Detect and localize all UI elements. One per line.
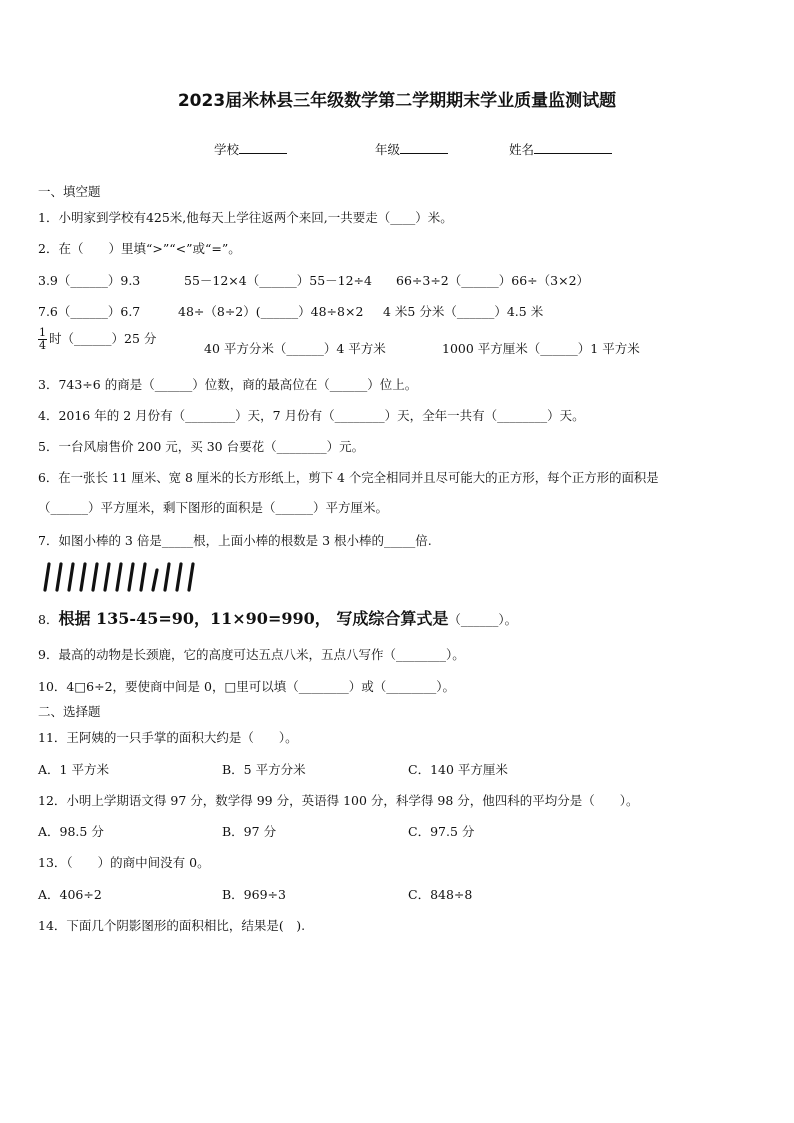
- q2-row2-item-1: 7.6（______）6.7: [38, 304, 141, 319]
- fraction-one-quarter: [38, 327, 47, 352]
- q2-row1-item-3: 66÷3÷2（______）66÷（3×2）: [396, 273, 590, 288]
- q11-option-a[interactable]: A．1 平方米: [38, 762, 109, 777]
- q2-row3-item-2: 40 平方分米（______）4 平方米: [204, 341, 386, 356]
- q2-row3-item-3: 1000 平方厘米（______）1 平方米: [442, 341, 640, 356]
- question-13: 13．（ ）的商中间没有 0。: [38, 855, 210, 870]
- sticks-figure: [38, 560, 208, 594]
- question-10: 10．4□6÷2，要使商中间是 0，□里可以填（________）或（________）。: [38, 679, 456, 694]
- stick: [69, 564, 73, 590]
- question-8-text: 根据 135-45=90，11×90=990， 写成综合算式是: [58, 609, 449, 628]
- q2-row1-item-1: 3.9（______）9.3: [38, 273, 141, 288]
- question-5: 5．一台风扇售价 200 元，买 30 台要花（________）元。: [38, 439, 365, 454]
- question-7: 7．如图小棒的 3 倍是_____根，上面小棒的根数是 3 根小棒的_____倍.: [38, 533, 432, 548]
- name-blank[interactable]: [534, 141, 612, 154]
- school-label: 学校: [214, 142, 240, 157]
- fraction-denominator: 4: [39, 339, 46, 352]
- question-9: 9．最高的动物是长颈鹿，它的高度可达五点八米，五点八写作（________）。: [38, 647, 465, 662]
- stick: [57, 564, 61, 590]
- name-field[interactable]: [509, 140, 612, 158]
- q12-option-a[interactable]: A．98.5 分: [38, 824, 104, 839]
- school-field[interactable]: [214, 140, 287, 158]
- stick: [45, 564, 49, 590]
- question-8-number: 8．: [38, 612, 59, 627]
- q11-option-b[interactable]: B．5 平方分米: [222, 762, 306, 777]
- question-6-line-1: 6．在一张长 11 厘米、宽 8 厘米的长方形纸上，剪下 4 个完全相同并且尽可能大的正方形，每个正方形的面积是: [38, 470, 659, 485]
- stick: [177, 564, 181, 590]
- q12-option-b[interactable]: B．97 分: [222, 824, 277, 839]
- section-fill-in-heading: 一、填空题: [38, 184, 101, 199]
- stick: [189, 564, 193, 590]
- q2-row2-item-3: 4 米5 分米（______）4.5 米: [383, 304, 544, 319]
- question-8: [38, 606, 517, 629]
- question-12: 12．小明上学期语文得 97 分，数学得 99 分，英语得 100 分，科学得 98 分，他四科的平均分是（ ）。: [38, 793, 639, 808]
- grade-blank[interactable]: [400, 141, 448, 154]
- question-14: 14．下面几个阴影图形的面积相比，结果是( ).: [38, 918, 306, 933]
- page-title: 2023届米林县三年级数学第二学期期末学业质量监测试题: [177, 91, 617, 111]
- question-11: 11．王阿姨的一只手掌的面积大约是（ ）。: [38, 730, 298, 745]
- q2-row3-item-1-text: 时（______）25 分: [49, 331, 157, 346]
- grade-field[interactable]: [375, 140, 448, 158]
- question-4: 4．2016 年的 2 月份有（________）天，7 月份有（________）天，全年一共有（________）天。: [38, 408, 585, 423]
- fraction-numerator: 1: [39, 326, 46, 339]
- name-label: 姓名: [509, 142, 535, 157]
- stick: [129, 564, 133, 590]
- question-2: 2．在（ ）里填“>”“<”或“=”。: [38, 241, 241, 256]
- question-8-blank: （______）。: [448, 612, 518, 627]
- q2-row2-item-2: 48÷（8÷2）(______）48÷8×2: [178, 304, 364, 319]
- q2-row1-item-2: 55－12×4（______）55－12÷4: [184, 273, 372, 288]
- stick: [93, 564, 97, 590]
- question-1: 1．小明家到学校有425米,他每天上学往返两个来回,一共要走（____）米。: [38, 210, 453, 225]
- q13-option-a[interactable]: A．406÷2: [38, 887, 102, 902]
- q12-option-c[interactable]: C．97.5 分: [408, 824, 475, 839]
- stick: [81, 564, 85, 590]
- stick: [141, 564, 145, 590]
- q13-option-b[interactable]: B．969÷3: [222, 887, 286, 902]
- school-blank[interactable]: [239, 141, 287, 154]
- stick: [105, 564, 109, 590]
- grade-label: 年级: [375, 142, 401, 157]
- q11-option-c[interactable]: C．140 平方厘米: [408, 762, 508, 777]
- stick: [117, 564, 121, 590]
- question-6-line-2: （______）平方厘米，剩下图形的面积是（______）平方厘米。: [38, 500, 389, 515]
- q13-option-c[interactable]: C．848÷8: [408, 887, 473, 902]
- question-3: 3．743÷6 的商是（______）位数，商的最高位在（______）位上。: [38, 377, 418, 392]
- q2-row3-item-1: [38, 327, 156, 352]
- section-choice-heading: 二、选择题: [38, 704, 101, 719]
- stick: [165, 564, 169, 590]
- stick: [153, 570, 157, 590]
